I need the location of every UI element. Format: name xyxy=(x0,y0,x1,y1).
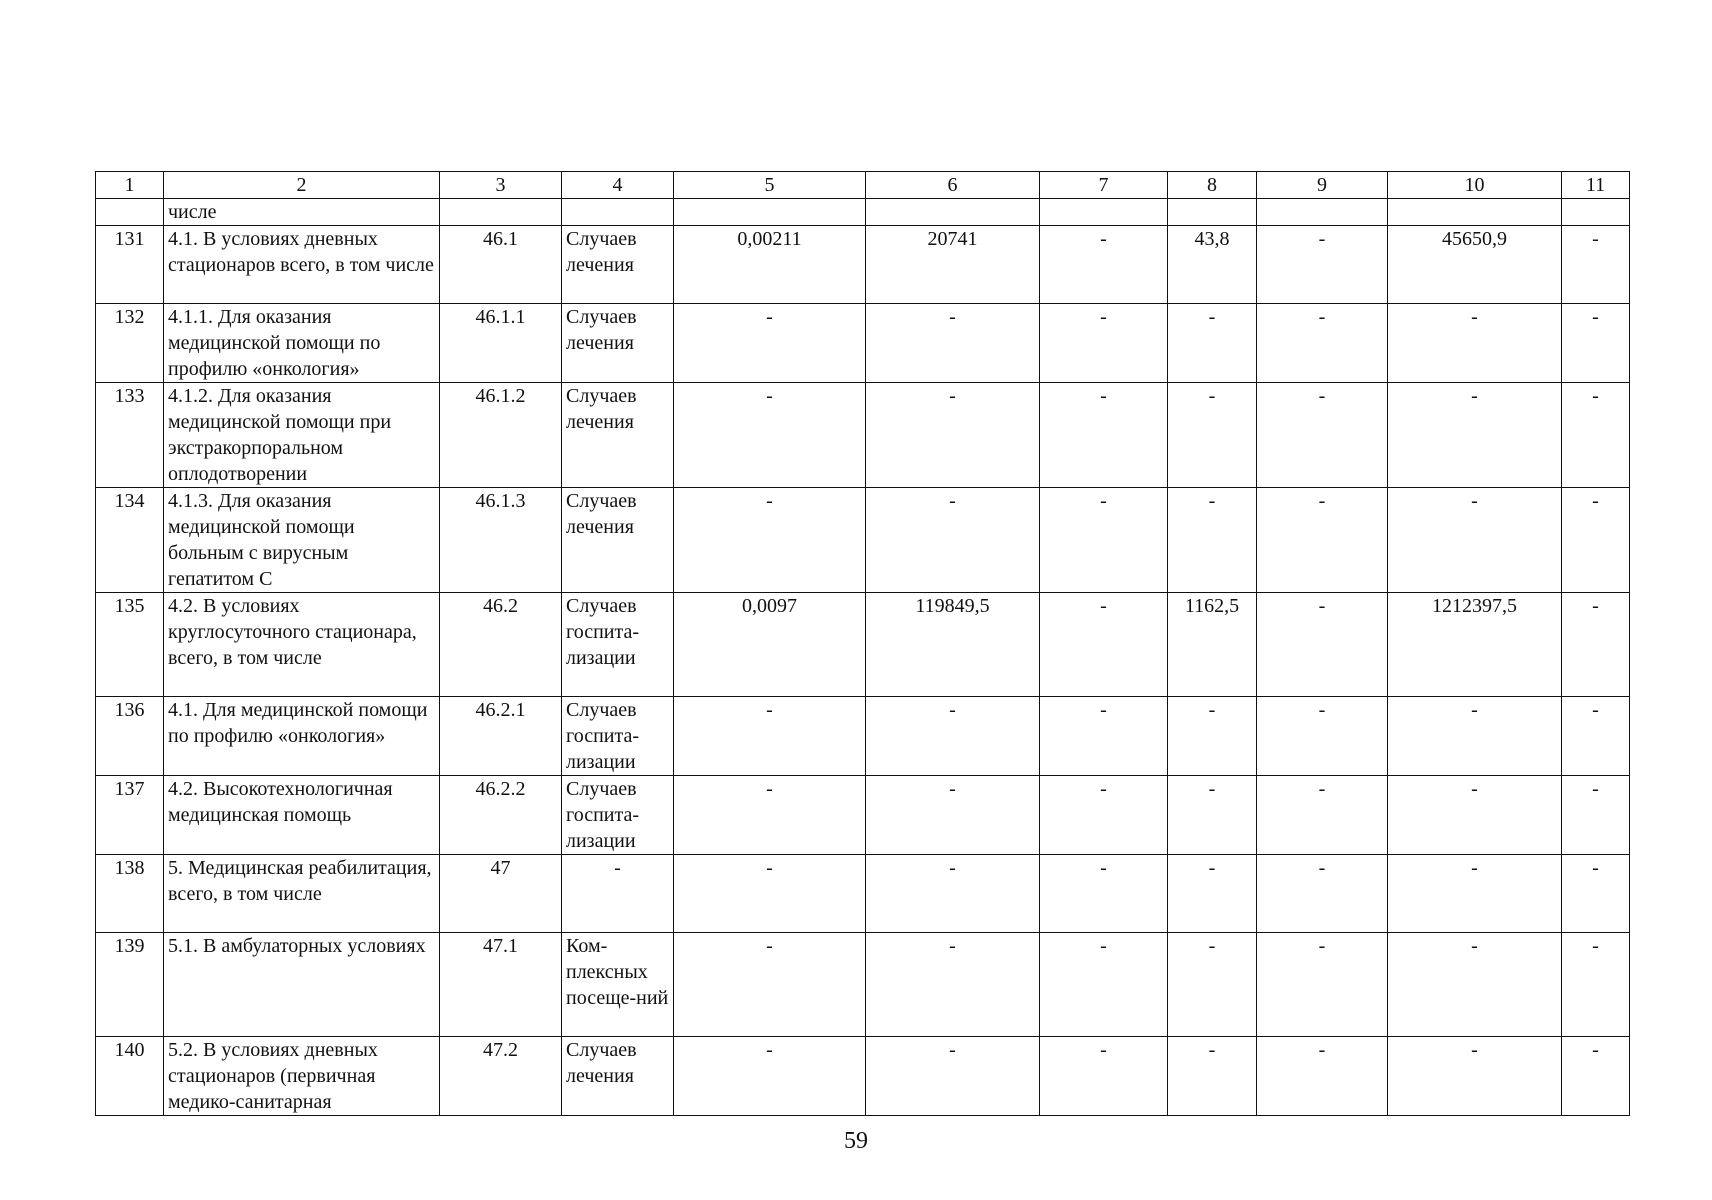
value-col-5: - xyxy=(674,1037,866,1116)
column-header-7: 7 xyxy=(1040,172,1168,199)
value-col-8: - xyxy=(1168,383,1257,488)
row-number: 137 xyxy=(96,776,164,855)
row-number: 131 xyxy=(96,226,164,304)
value-col-7: - xyxy=(1040,855,1168,933)
value-col-10: - xyxy=(1388,383,1562,488)
table-row xyxy=(96,933,1630,1037)
unit-of-measure: Случаев лечения xyxy=(562,488,674,593)
value-col-9: - xyxy=(1257,1037,1388,1116)
value-col-5: - xyxy=(674,855,866,933)
table-row xyxy=(96,855,1630,933)
value-col-6: - xyxy=(866,304,1040,383)
value-col-5: - xyxy=(674,933,866,1037)
value-col-5: - xyxy=(674,488,866,593)
cell-empty xyxy=(1168,199,1257,226)
value-col-7: - xyxy=(1040,488,1168,593)
column-header-3: 3 xyxy=(440,172,562,199)
cell-empty xyxy=(866,199,1040,226)
cell-empty xyxy=(674,199,866,226)
value-col-7: - xyxy=(1040,593,1168,697)
data-table xyxy=(95,171,1630,1116)
value-col-7: - xyxy=(1040,383,1168,488)
value-col-8: - xyxy=(1168,488,1257,593)
cell-empty xyxy=(1562,199,1630,226)
row-number: 138 xyxy=(96,855,164,933)
value-col-11: - xyxy=(1562,697,1630,776)
row-code: 46.1.1 xyxy=(440,304,562,383)
cell-empty xyxy=(1257,199,1388,226)
value-col-9: - xyxy=(1257,226,1388,304)
indicator-name: 4.2. Высокотехнологичная медицинская помощь xyxy=(164,776,440,855)
value-col-11: - xyxy=(1562,383,1630,488)
value-col-5: 0,0097 xyxy=(674,593,866,697)
value-col-7: - xyxy=(1040,304,1168,383)
row-code: 46.2 xyxy=(440,593,562,697)
value-col-6: - xyxy=(866,933,1040,1037)
value-col-8: - xyxy=(1168,304,1257,383)
value-col-9: - xyxy=(1257,383,1388,488)
row-code: 46.1 xyxy=(440,226,562,304)
table-row xyxy=(96,488,1630,593)
value-col-10: - xyxy=(1388,304,1562,383)
value-col-11: - xyxy=(1562,488,1630,593)
value-col-10: - xyxy=(1388,1037,1562,1116)
cell-empty xyxy=(562,199,674,226)
indicator-name: 5.2. В условиях дневных стационаров (первичная медико-санитарная xyxy=(164,1037,440,1116)
cell-empty xyxy=(96,199,164,226)
row-number: 134 xyxy=(96,488,164,593)
value-col-9: - xyxy=(1257,933,1388,1037)
value-col-11: - xyxy=(1562,1037,1630,1116)
column-header-9: 9 xyxy=(1257,172,1388,199)
cell-empty xyxy=(440,199,562,226)
unit-of-measure: Случаев лечения xyxy=(562,304,674,383)
unit-of-measure: Случаев лечения xyxy=(562,383,674,488)
indicator-name: 4.2. В условиях круглосуточного стационара, всего, в том числе xyxy=(164,593,440,697)
row-number: 140 xyxy=(96,1037,164,1116)
value-col-9: - xyxy=(1257,776,1388,855)
value-col-10: 1212397,5 xyxy=(1388,593,1562,697)
indicator-name: 5.1. В амбулаторных условиях xyxy=(164,933,440,1037)
indicator-name: 5. Медицинская реабилитация, всего, в том числе xyxy=(164,855,440,933)
value-col-5: - xyxy=(674,304,866,383)
value-col-10: - xyxy=(1388,933,1562,1037)
cell-empty xyxy=(1040,199,1168,226)
row-code: 47 xyxy=(440,855,562,933)
table-row xyxy=(96,383,1630,488)
row-number: 139 xyxy=(96,933,164,1037)
indicator-name: 4.1. Для медицинской помощи по профилю «онкология» xyxy=(164,697,440,776)
value-col-8: - xyxy=(1168,855,1257,933)
column-header-1: 1 xyxy=(96,172,164,199)
value-col-8: 1162,5 xyxy=(1168,593,1257,697)
value-col-9: - xyxy=(1257,855,1388,933)
indicator-name: 4.1.3. Для оказания медицинской помощи больным с вирусным гепатитом С xyxy=(164,488,440,593)
page-number: 59 xyxy=(844,1128,868,1154)
row-code: 46.2.2 xyxy=(440,776,562,855)
header-row xyxy=(96,172,1630,199)
table-row xyxy=(96,226,1630,304)
row-code: 46.1.2 xyxy=(440,383,562,488)
table-row xyxy=(96,697,1630,776)
value-col-9: - xyxy=(1257,593,1388,697)
value-col-9: - xyxy=(1257,304,1388,383)
value-col-7: - xyxy=(1040,697,1168,776)
value-col-11: - xyxy=(1562,776,1630,855)
value-col-9: - xyxy=(1257,697,1388,776)
value-col-10: - xyxy=(1388,855,1562,933)
value-col-6: 119849,5 xyxy=(866,593,1040,697)
value-col-9: - xyxy=(1257,488,1388,593)
value-col-5: - xyxy=(674,697,866,776)
value-col-6: - xyxy=(866,855,1040,933)
row-number: 133 xyxy=(96,383,164,488)
column-header-8: 8 xyxy=(1168,172,1257,199)
row-code: 46.2.1 xyxy=(440,697,562,776)
column-header-5: 5 xyxy=(674,172,866,199)
value-col-7: - xyxy=(1040,776,1168,855)
cell-empty xyxy=(1388,199,1562,226)
value-col-10: - xyxy=(1388,488,1562,593)
unit-of-measure: Случаев госпита-лизации xyxy=(562,697,674,776)
value-col-8: - xyxy=(1168,1037,1257,1116)
column-header-10: 10 xyxy=(1388,172,1562,199)
value-col-11: - xyxy=(1562,304,1630,383)
column-header-11: 11 xyxy=(1562,172,1630,199)
value-col-7: - xyxy=(1040,933,1168,1037)
row-number: 132 xyxy=(96,304,164,383)
table-row xyxy=(96,1037,1630,1116)
value-col-7: - xyxy=(1040,226,1168,304)
value-col-5: - xyxy=(674,383,866,488)
value-col-6: - xyxy=(866,776,1040,855)
value-col-6: - xyxy=(866,697,1040,776)
column-header-2: 2 xyxy=(164,172,440,199)
row-code: 47.2 xyxy=(440,1037,562,1116)
value-col-6: 20741 xyxy=(866,226,1040,304)
unit-of-measure: Случаев лечения xyxy=(562,226,674,304)
value-col-6: - xyxy=(866,488,1040,593)
value-col-10: 45650,9 xyxy=(1388,226,1562,304)
unit-of-measure: - xyxy=(562,855,674,933)
indicator-name: 4.1. В условиях дневных стационаров всего, в том числе xyxy=(164,226,440,304)
unit-of-measure: Случаев лечения xyxy=(562,1037,674,1116)
value-col-11: - xyxy=(1562,226,1630,304)
value-col-5: - xyxy=(674,776,866,855)
value-col-8: - xyxy=(1168,933,1257,1037)
column-header-6: 6 xyxy=(866,172,1040,199)
column-header-4: 4 xyxy=(562,172,674,199)
value-col-5: 0,00211 xyxy=(674,226,866,304)
value-col-10: - xyxy=(1388,697,1562,776)
unit-of-measure: Ком-плексных посеще-ний xyxy=(562,933,674,1037)
row-code: 46.1.3 xyxy=(440,488,562,593)
table-row xyxy=(96,593,1630,697)
value-col-6: - xyxy=(866,383,1040,488)
value-col-8: - xyxy=(1168,697,1257,776)
value-col-6: - xyxy=(866,1037,1040,1116)
indicator-name: 4.1.2. Для оказания медицинской помощи при экстракорпоральном оплодотворении xyxy=(164,383,440,488)
value-col-7: - xyxy=(1040,1037,1168,1116)
value-col-8: 43,8 xyxy=(1168,226,1257,304)
row-number: 136 xyxy=(96,697,164,776)
continuation-row xyxy=(96,199,1630,226)
unit-of-measure: Случаев госпита-лизации xyxy=(562,593,674,697)
value-col-10: - xyxy=(1388,776,1562,855)
table-row xyxy=(96,776,1630,855)
row-code: 47.1 xyxy=(440,933,562,1037)
table-row xyxy=(96,304,1630,383)
value-col-8: - xyxy=(1168,776,1257,855)
indicator-name: 4.1.1. Для оказания медицинской помощи по профилю «онкология» xyxy=(164,304,440,383)
value-col-11: - xyxy=(1562,593,1630,697)
unit-of-measure: Случаев госпита-лизации xyxy=(562,776,674,855)
row-number: 135 xyxy=(96,593,164,697)
continuation-text: числе xyxy=(164,199,440,226)
value-col-11: - xyxy=(1562,855,1630,933)
value-col-11: - xyxy=(1562,933,1630,1037)
